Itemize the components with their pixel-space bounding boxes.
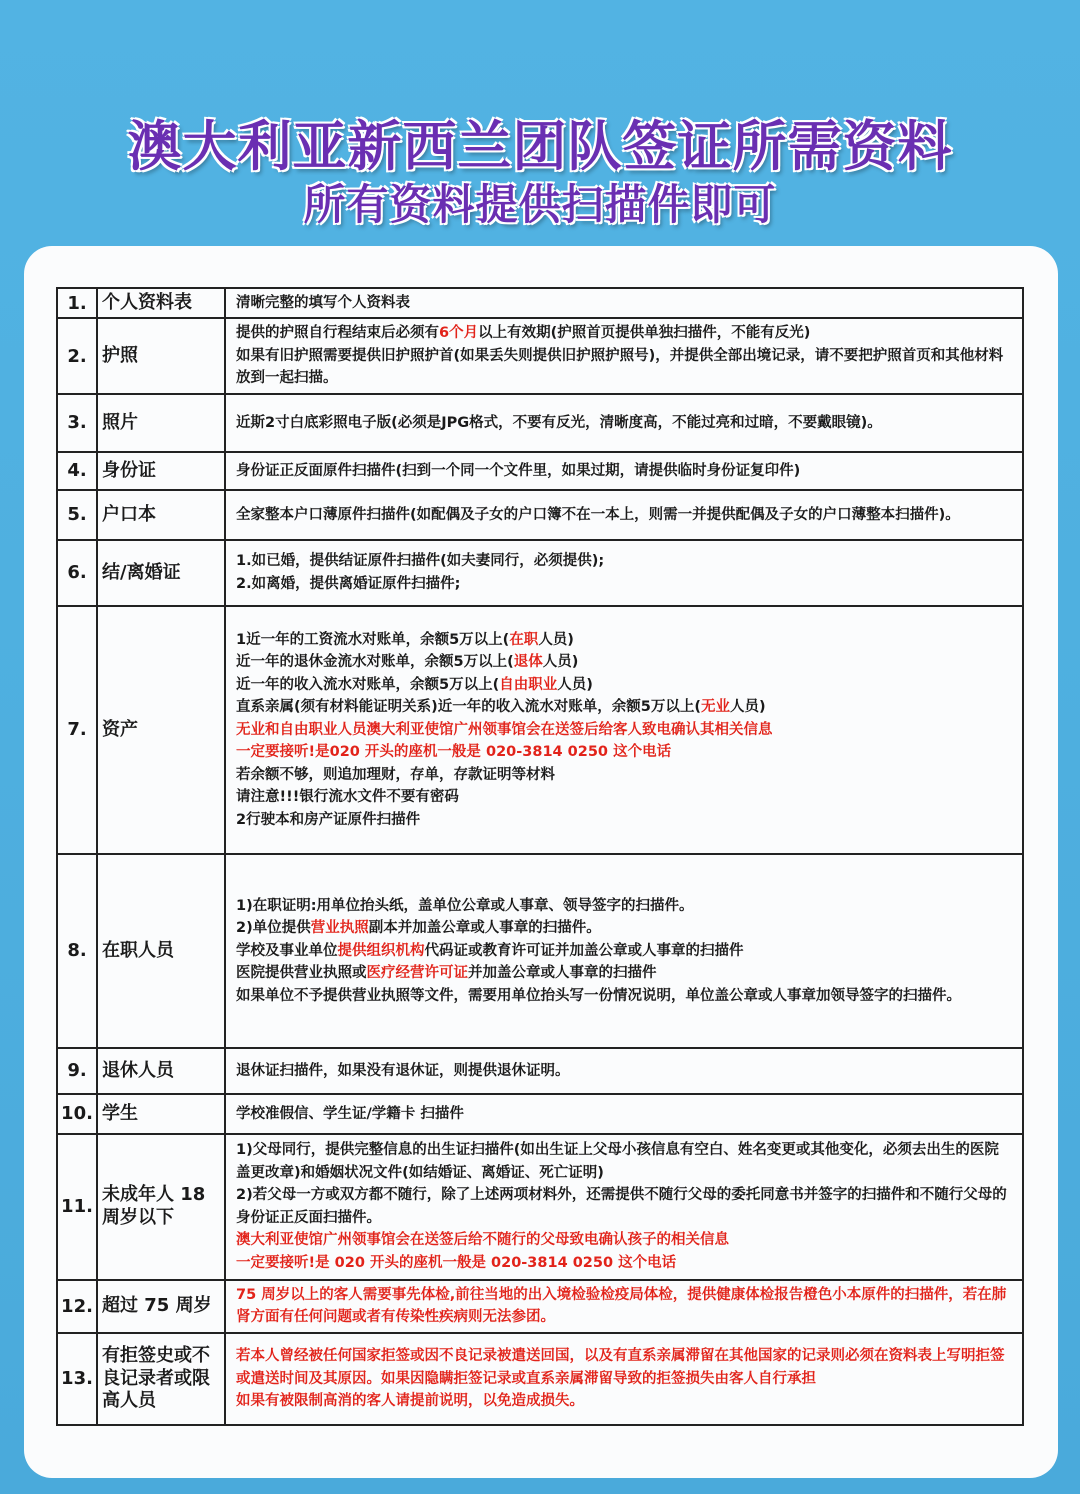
- row-number: 5.: [57, 490, 97, 540]
- detail-line: [236, 1103, 1012, 1125]
- row-category: 学生: [97, 1094, 225, 1134]
- row-details: [225, 854, 1023, 1048]
- highlight-text: 澳大利亚使馆广州领事馆会在送签后给不随行的父母致电确认孩子的相关信息: [236, 1232, 729, 1249]
- detail-text: 身份证正反面原件扫描件(扫到一个同一个文件里，如果过期，请提供临时身份证复印件): [236, 462, 801, 479]
- row-details: [225, 288, 1023, 318]
- detail-line: [236, 962, 1012, 984]
- detail-text: 全家整本户口薄原件扫描件(如配偶及子女的户口簿不在一本上，则需一并提供配偶及子女的户口薄整本扫描件)。: [236, 506, 960, 523]
- table-row: [57, 490, 1023, 540]
- page-subtitle: 所有资料提供扫描件即可: [303, 180, 777, 229]
- highlight-text: 无业: [700, 699, 730, 716]
- highlight-text: 75 周岁以上的客人需要事先体检,前往当地的出入境检验检疫局体检，提供健康体检报告橙色小本原件的扫描件，若在肺肾方面有任何问题或者有传染性疾病则无法参团。: [236, 1286, 1007, 1326]
- row-number: 7.: [57, 606, 97, 854]
- table-row: [57, 1048, 1023, 1094]
- row-category: 结/离婚证: [97, 540, 225, 606]
- highlight-text: 在职: [509, 631, 539, 648]
- detail-text: 若余额不够，则追加理财，存单，存款证明等材料: [236, 766, 555, 783]
- detail-text: 以上有效期(护照首页提供单独扫描件，不能有反光): [478, 325, 811, 342]
- row-details: [225, 1048, 1023, 1094]
- highlight-text: 6个月: [439, 325, 479, 342]
- table-row: [57, 288, 1023, 318]
- detail-text: 清晰完整的填写个人资料表: [236, 295, 410, 311]
- detail-line: [236, 504, 1012, 526]
- page-title: 澳大利亚新西兰团队签证所需资料: [127, 115, 953, 178]
- table-row: [57, 854, 1023, 1048]
- row-number: 1.: [57, 288, 97, 318]
- detail-line: [236, 629, 1012, 651]
- row-details: [225, 1134, 1023, 1280]
- detail-text: 2行驶本和房产证原件扫描件: [236, 811, 421, 828]
- row-details: [225, 540, 1023, 606]
- detail-line: [236, 917, 1012, 939]
- detail-line: [236, 292, 1012, 314]
- detail-text: 人员): [538, 631, 574, 648]
- detail-text: 并加盖公章或人事章的扫描件: [468, 965, 657, 982]
- detail-text: 1)父母同行，提供完整信息的出生证扫描件(如出生证上父母小孩信息有空白、姓名变更或其他变化，必须去出生的医院盖更改章)和婚姻状况文件(如结婚证、离婚证、死亡证明): [236, 1142, 999, 1181]
- detail-line: [236, 1139, 1012, 1184]
- row-number: 2.: [57, 318, 97, 393]
- row-category: 在职人员: [97, 854, 225, 1048]
- row-number: 13.: [57, 1333, 97, 1425]
- highlight-text: 一定要接听!是 020 开头的座机一般是 020-3814 0250 这个电话: [236, 1254, 677, 1271]
- highlight-text: 自由职业: [499, 676, 558, 693]
- table-row: [57, 394, 1023, 452]
- row-category: 身份证: [97, 452, 225, 490]
- detail-line: [236, 1390, 1012, 1412]
- table-row: [57, 452, 1023, 490]
- highlight-text: 营业执照: [310, 920, 369, 937]
- detail-line: [236, 985, 1012, 1007]
- detail-line: [236, 460, 1012, 482]
- detail-text: 2)单位提供: [236, 920, 311, 937]
- row-category: 户口本: [97, 490, 225, 540]
- row-number: 6.: [57, 540, 97, 606]
- row-details: [225, 318, 1023, 393]
- detail-text: 2)若父母一方或双方都不随行，除了上述两项材料外，还需提供不随行父母的委托同意书并签字的扫描件和不随行父母的身份证正反面扫描件。: [236, 1187, 1007, 1226]
- detail-text: 如果有旧护照需要提供旧护照护首(如果丢失则提供旧护照护照号)，并提供全部出境记录，请不要把护照首页和其他材料放到一起扫描。: [236, 347, 1004, 387]
- row-number: 11.: [57, 1134, 97, 1280]
- detail-text: 1.如已婚，提供结证原件扫描件(如夫妻同行，必须提供);: [236, 553, 605, 570]
- detail-line: [236, 809, 1012, 831]
- detail-text: 提供的护照自行程结束后必须有: [236, 325, 439, 342]
- detail-line: [236, 550, 1012, 572]
- detail-text: 人员): [557, 676, 593, 693]
- highlight-text: 退体: [513, 654, 543, 671]
- row-number: 12.: [57, 1280, 97, 1333]
- highlight-text: 如果有被限制高消的客人请提前说明，以免造成损失。: [236, 1393, 584, 1410]
- row-category: 护照: [97, 318, 225, 393]
- row-details: [225, 394, 1023, 452]
- detail-text: 1近一年的工资流水对账单，余额5万以上(: [236, 631, 510, 648]
- highlight-text: 提供组织机构: [337, 942, 425, 959]
- detail-text: 代码证或教育许可证并加盖公章或人事章的扫描件: [424, 942, 744, 959]
- detail-line: [236, 940, 1012, 962]
- detail-text: 请注意!!!银行流水文件不要有密码: [236, 789, 459, 806]
- table-row: [57, 1333, 1023, 1425]
- highlight-text: 无业和自由职业人员澳大利亚使馆广州领事馆会在送签后给客人致电确认其相关信息: [236, 721, 773, 738]
- detail-text: 如果单位不予提供营业执照等文件，需要用单位抬头写一份情况说明，单位盖公章或人事章加领导签字的扫描件。: [236, 987, 961, 1004]
- detail-line: [236, 1284, 1012, 1329]
- row-category: 照片: [97, 394, 225, 452]
- detail-line: [236, 651, 1012, 673]
- detail-text: 直系亲属(须有材料能证明关系)近一年的收入流水对账单，余额5万以上(: [236, 699, 701, 716]
- row-number: 8.: [57, 854, 97, 1048]
- table-row: [57, 318, 1023, 393]
- detail-text: 副本并加盖公章或人事章的扫描件。: [368, 920, 601, 937]
- row-number: 3.: [57, 394, 97, 452]
- table-row: [57, 1280, 1023, 1333]
- detail-line: [236, 786, 1012, 808]
- detail-text: 退休证扫描件，如果没有退休证，则提供退休证明。: [236, 1062, 570, 1079]
- detail-text: 人员): [542, 654, 579, 671]
- detail-text: 学校及事业单位: [236, 942, 338, 959]
- row-category: 未成年人 18 周岁以下: [97, 1134, 225, 1280]
- detail-line: [236, 322, 1012, 344]
- detail-text: 近斯2寸白底彩照电子版(必须是JPG格式，不要有反光，清晰度高，不能过亮和过暗，不要戴眼镜)。: [236, 414, 882, 431]
- detail-text: 医院提供营业执照或: [236, 965, 367, 982]
- detail-text: 2.如离婚，提供离婚证原件扫描件;: [236, 575, 461, 592]
- table-row: [57, 540, 1023, 606]
- row-category: 有拒签史或不良记录者或限高人员: [97, 1333, 225, 1425]
- detail-line: [236, 1060, 1012, 1082]
- detail-line: [236, 719, 1012, 741]
- detail-line: [236, 573, 1012, 595]
- detail-text: 近一年的收入流水对账单，余额5万以上(: [236, 676, 500, 693]
- row-number: 10.: [57, 1094, 97, 1134]
- row-details: [225, 490, 1023, 540]
- detail-line: [236, 1184, 1012, 1229]
- detail-text: 近一年的退休金流水对账单，余额5万以上(: [236, 654, 514, 671]
- row-category: 资产: [97, 606, 225, 854]
- row-number: 4.: [57, 452, 97, 490]
- detail-line: [236, 1229, 1012, 1251]
- detail-text: 1)在职证明:用单位抬头纸，盖单位公章或人事章、领导签字的扫描件。: [236, 897, 694, 914]
- table-row: [57, 606, 1023, 854]
- row-category: 超过 75 周岁: [97, 1280, 225, 1333]
- row-details: [225, 1333, 1023, 1425]
- row-category: 退休人员: [97, 1048, 225, 1094]
- detail-line: [236, 741, 1012, 763]
- row-details: [225, 1280, 1023, 1333]
- detail-line: [236, 412, 1012, 434]
- detail-line: [236, 764, 1012, 786]
- detail-text: 人员): [729, 699, 766, 716]
- detail-line: [236, 345, 1012, 390]
- requirements-table: [56, 287, 1024, 1426]
- detail-text: 学校准假信、学生证/学籍卡 扫描件: [236, 1105, 464, 1122]
- detail-line: [236, 895, 1012, 917]
- table-row: [57, 1094, 1023, 1134]
- highlight-text: 医疗经营许可证: [366, 965, 468, 982]
- table-row: [57, 1134, 1023, 1280]
- detail-line: [236, 696, 1012, 718]
- row-details: [225, 1094, 1023, 1134]
- detail-line: [236, 1345, 1012, 1390]
- detail-line: [236, 674, 1012, 696]
- row-details: [225, 452, 1023, 490]
- row-details: [225, 606, 1023, 854]
- row-number: 9.: [57, 1048, 97, 1094]
- highlight-text: 若本人曾经被任何国家拒签或因不良记录被遣送回国，以及有直系亲属滞留在其他国家的记录则必须在资料表上写明拒签或遣送时间及其原因。如果因隐瞒拒签记录或直系亲属滞留导致的拒签损失由客人自行承担: [236, 1348, 1005, 1387]
- highlight-text: 一定要接听!是020 开头的座机一般是 020-3814 0250 这个电话: [236, 744, 672, 761]
- row-category: 个人资料表: [97, 288, 225, 318]
- detail-line: [236, 1252, 1012, 1274]
